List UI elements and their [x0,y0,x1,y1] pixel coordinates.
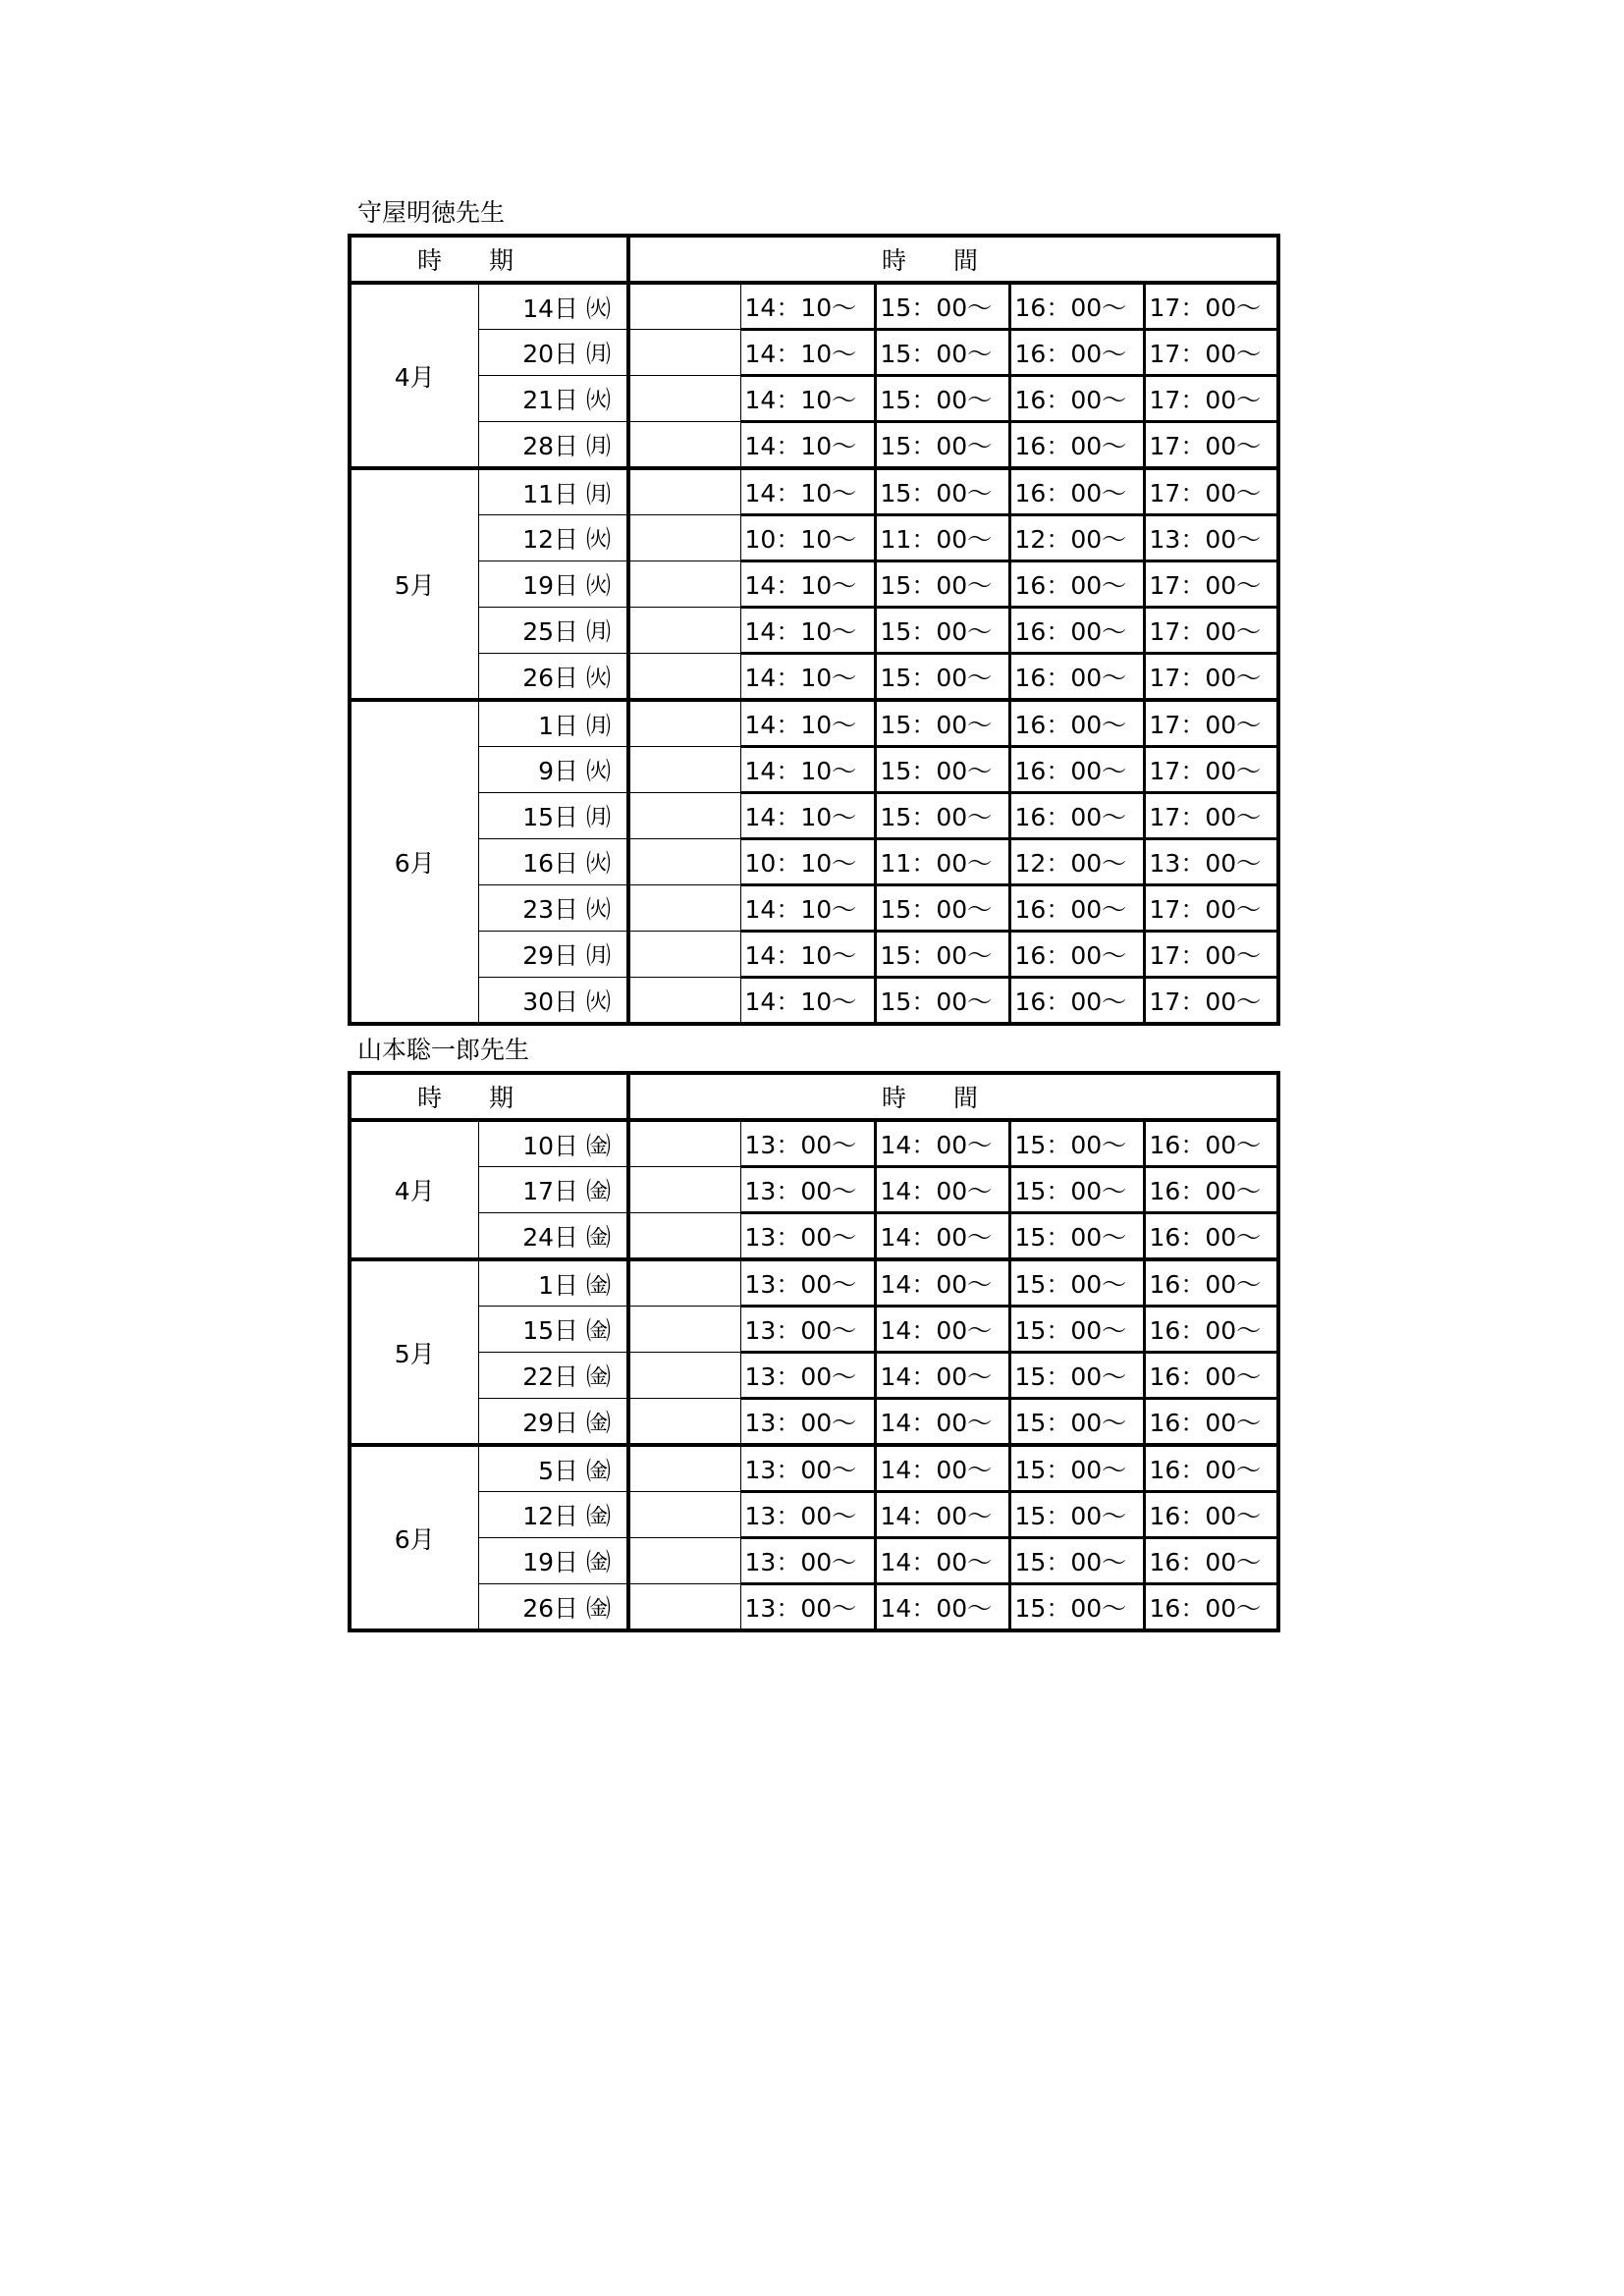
day-cell: 26日 ㈮ [478,1584,628,1631]
time-slot-cell: 13：00～ [1144,839,1278,885]
table-header-row [350,236,1278,283]
table-row [350,283,1278,330]
blank-cell [628,515,740,561]
time-slot-cell: 14：00～ [875,1538,1009,1584]
time-slot-cell: 14：10～ [740,932,875,978]
blank-cell [628,608,740,654]
time-slot-cell: 15：00～ [875,700,1009,747]
blank-cell [628,839,740,885]
time-slot-cell: 15：00～ [875,793,1009,839]
day-cell: 10日 ㈮ [478,1120,628,1167]
table-row [350,561,1278,608]
header-period: 時期 [350,236,628,283]
time-slot-cell: 16：00～ [1009,747,1144,793]
month-cell: 5月 [350,1259,478,1445]
teacher-name: 守屋明徳先生 [357,198,506,227]
time-slot-cell: 13：00～ [740,1167,875,1213]
day-cell: 12日 ㈫ [478,515,628,561]
time-slot-cell: 12：00～ [1009,839,1144,885]
time-slot-cell: 14：10～ [740,793,875,839]
time-slot-cell: 16：00～ [1144,1584,1278,1631]
blank-cell [628,1584,740,1631]
time-slot-cell: 17：00～ [1144,376,1278,422]
table-row [350,330,1278,376]
time-slot-cell: 13：00～ [1144,515,1278,561]
time-slot-cell: 16：00～ [1144,1120,1278,1167]
month-cell: 6月 [350,1445,478,1630]
day-cell: 14日 ㈫ [478,283,628,330]
day-cell: 15日 ㈮ [478,1307,628,1353]
blank-cell [628,1213,740,1260]
table-row [350,978,1278,1025]
time-slot-cell: 17：00～ [1144,978,1278,1025]
time-slot-cell: 14：00～ [875,1167,1009,1213]
table-row [350,1167,1278,1213]
blank-cell [628,700,740,747]
time-slot-cell: 16：00～ [1009,932,1144,978]
table-row [350,422,1278,469]
time-slot-cell: 15：00～ [1009,1167,1144,1213]
time-slot-cell: 17：00～ [1144,700,1278,747]
day-cell: 21日 ㈫ [478,376,628,422]
time-slot-cell: 16：00～ [1144,1213,1278,1260]
month-cell: 4月 [350,1120,478,1259]
table-row [350,1399,1278,1446]
time-slot-cell: 16：00～ [1009,654,1144,701]
time-slot-cell: 15：00～ [875,561,1009,608]
time-slot-cell: 14：10～ [740,654,875,701]
time-slot-cell: 16：00～ [1144,1399,1278,1446]
time-slot-cell: 14：00～ [875,1213,1009,1260]
blank-cell [628,1538,740,1584]
time-slot-cell: 11：00～ [875,839,1009,885]
time-slot-cell: 13：00～ [740,1213,875,1260]
day-cell: 26日 ㈫ [478,654,628,701]
time-slot-cell: 15：00～ [875,376,1009,422]
time-slot-cell: 14：00～ [875,1445,1009,1492]
time-slot-cell: 16：00～ [1009,561,1144,608]
header-period: 時期 [350,1073,628,1120]
time-slot-cell: 15：00～ [1009,1307,1144,1353]
time-slot-cell: 16：00～ [1009,283,1144,330]
time-slot-cell: 16：00～ [1144,1353,1278,1399]
table-row [350,515,1278,561]
blank-cell [628,1120,740,1167]
header-time: 時間 [628,1073,1278,1120]
day-cell: 23日 ㈫ [478,885,628,932]
table-row [350,793,1278,839]
table-row [350,747,1278,793]
time-slot-cell: 15：00～ [1009,1399,1144,1446]
time-slot-cell: 15：00～ [1009,1213,1144,1260]
time-slot-cell: 15：00～ [1009,1584,1144,1631]
blank-cell [628,978,740,1025]
time-slot-cell: 16：00～ [1144,1538,1278,1584]
table-row [350,468,1278,515]
time-slot-cell: 14：10～ [740,747,875,793]
time-slot-cell: 15：00～ [1009,1538,1144,1584]
time-slot-cell: 13：00～ [740,1353,875,1399]
table-row [350,885,1278,932]
time-slot-cell: 16：00～ [1144,1492,1278,1538]
table-row [350,1307,1278,1353]
time-slot-cell: 17：00～ [1144,283,1278,330]
blank-cell [628,747,740,793]
day-cell: 25日 ㈪ [478,608,628,654]
table-row [350,654,1278,701]
table-header-row [350,1073,1278,1120]
day-cell: 1日 ㈪ [478,700,628,747]
blank-cell [628,1353,740,1399]
time-slot-cell: 14：10～ [740,608,875,654]
day-cell: 15日 ㈪ [478,793,628,839]
time-slot-cell: 15：00～ [1009,1353,1144,1399]
blank-cell [628,422,740,469]
time-slot-cell: 16：00～ [1144,1307,1278,1353]
blank-cell [628,1445,740,1492]
time-slot-cell: 16：00～ [1009,608,1144,654]
time-slot-cell: 15：00～ [875,885,1009,932]
time-slot-cell: 14：10～ [740,330,875,376]
table-row [350,700,1278,747]
time-slot-cell: 15：00～ [1009,1120,1144,1167]
time-slot-cell: 15：00～ [875,283,1009,330]
day-cell: 20日 ㈪ [478,330,628,376]
time-slot-cell: 17：00～ [1144,468,1278,515]
time-slot-cell: 13：00～ [740,1584,875,1631]
time-slot-cell: 13：00～ [740,1307,875,1353]
blank-cell [628,1167,740,1213]
time-slot-cell: 16：00～ [1009,330,1144,376]
time-slot-cell: 16：00～ [1009,422,1144,469]
time-slot-cell: 15：00～ [875,747,1009,793]
time-slot-cell: 14：00～ [875,1399,1009,1446]
table-row [350,1538,1278,1584]
time-slot-cell: 10：10～ [740,515,875,561]
day-cell: 30日 ㈫ [478,978,628,1025]
blank-cell [628,654,740,701]
time-slot-cell: 16：00～ [1009,376,1144,422]
schedule-section-moriya [348,194,1280,1026]
time-slot-cell: 13：00～ [740,1492,875,1538]
time-slot-cell: 15：00～ [875,978,1009,1025]
blank-cell [628,1492,740,1538]
schedule-table [348,234,1280,1026]
day-cell: 29日 ㈮ [478,1399,628,1446]
table-row [350,608,1278,654]
time-slot-cell: 15：00～ [875,468,1009,515]
day-cell: 9日 ㈫ [478,747,628,793]
blank-cell [628,330,740,376]
day-cell: 19日 ㈮ [478,1538,628,1584]
time-slot-cell: 14：10～ [740,885,875,932]
table-row [350,1584,1278,1631]
time-slot-cell: 15：00～ [875,608,1009,654]
time-slot-cell: 17：00～ [1144,932,1278,978]
time-slot-cell: 13：00～ [740,1538,875,1584]
time-slot-cell: 17：00～ [1144,422,1278,469]
table-row [350,1353,1278,1399]
day-cell: 19日 ㈫ [478,561,628,608]
day-cell: 22日 ㈮ [478,1353,628,1399]
time-slot-cell: 13：00～ [740,1259,875,1307]
blank-cell [628,1399,740,1446]
time-slot-cell: 16：00～ [1009,885,1144,932]
time-slot-cell: 15：00～ [875,654,1009,701]
time-slot-cell: 14：10～ [740,561,875,608]
table-row [350,1120,1278,1167]
day-cell: 16日 ㈫ [478,839,628,885]
time-slot-cell: 15：00～ [1009,1259,1144,1307]
time-slot-cell: 17：00～ [1144,330,1278,376]
time-slot-cell: 14：10～ [740,468,875,515]
schedule-section-yamamoto [348,1032,1280,1632]
time-slot-cell: 15：00～ [875,330,1009,376]
time-slot-cell: 17：00～ [1144,608,1278,654]
time-slot-cell: 14：00～ [875,1584,1009,1631]
time-slot-cell: 13：00～ [740,1399,875,1446]
day-cell: 11日 ㈪ [478,468,628,515]
time-slot-cell: 13：00～ [740,1120,875,1167]
day-cell: 29日 ㈪ [478,932,628,978]
table-row [350,1492,1278,1538]
time-slot-cell: 15：00～ [1009,1492,1144,1538]
time-slot-cell: 15：00～ [875,932,1009,978]
schedule-table [348,1071,1280,1632]
teacher-name: 山本聡一郎先生 [357,1036,530,1064]
day-cell: 24日 ㈮ [478,1213,628,1260]
blank-cell [628,885,740,932]
time-slot-cell: 16：00～ [1144,1259,1278,1307]
month-cell: 5月 [350,468,478,700]
time-slot-cell: 14：00～ [875,1353,1009,1399]
blank-cell [628,793,740,839]
time-slot-cell: 14：00～ [875,1307,1009,1353]
day-cell: 1日 ㈮ [478,1259,628,1307]
blank-cell [628,1259,740,1307]
time-slot-cell: 10：10～ [740,839,875,885]
blank-cell [628,932,740,978]
month-cell: 6月 [350,700,478,1024]
time-slot-cell: 17：00～ [1144,793,1278,839]
header-time: 時間 [628,236,1278,283]
time-slot-cell: 17：00～ [1144,654,1278,701]
day-cell: 12日 ㈮ [478,1492,628,1538]
time-slot-cell: 16：00～ [1009,793,1144,839]
time-slot-cell: 15：00～ [1009,1445,1144,1492]
time-slot-cell: 13：00～ [740,1445,875,1492]
time-slot-cell: 16：00～ [1144,1167,1278,1213]
month-cell: 4月 [350,283,478,468]
table-row [350,839,1278,885]
day-cell: 28日 ㈪ [478,422,628,469]
time-slot-cell: 14：10～ [740,283,875,330]
time-slot-cell: 16：00～ [1009,700,1144,747]
time-slot-cell: 14：10～ [740,978,875,1025]
table-row [350,1445,1278,1492]
table-row [350,1213,1278,1260]
blank-cell [628,376,740,422]
time-slot-cell: 17：00～ [1144,561,1278,608]
table-row [350,932,1278,978]
time-slot-cell: 14：00～ [875,1259,1009,1307]
time-slot-cell: 17：00～ [1144,885,1278,932]
day-cell: 5日 ㈮ [478,1445,628,1492]
table-row [350,1259,1278,1307]
time-slot-cell: 17：00～ [1144,747,1278,793]
time-slot-cell: 14：10～ [740,700,875,747]
day-cell: 17日 ㈮ [478,1167,628,1213]
time-slot-cell: 16：00～ [1009,978,1144,1025]
time-slot-cell: 14：10～ [740,422,875,469]
time-slot-cell: 16：00～ [1144,1445,1278,1492]
time-slot-cell: 14：00～ [875,1120,1009,1167]
table-row [350,376,1278,422]
blank-cell [628,561,740,608]
time-slot-cell: 12：00～ [1009,515,1144,561]
time-slot-cell: 16：00～ [1009,468,1144,515]
time-slot-cell: 14：00～ [875,1492,1009,1538]
time-slot-cell: 14：10～ [740,376,875,422]
time-slot-cell: 15：00～ [875,422,1009,469]
blank-cell [628,468,740,515]
blank-cell [628,1307,740,1353]
time-slot-cell: 11：00～ [875,515,1009,561]
blank-cell [628,283,740,330]
